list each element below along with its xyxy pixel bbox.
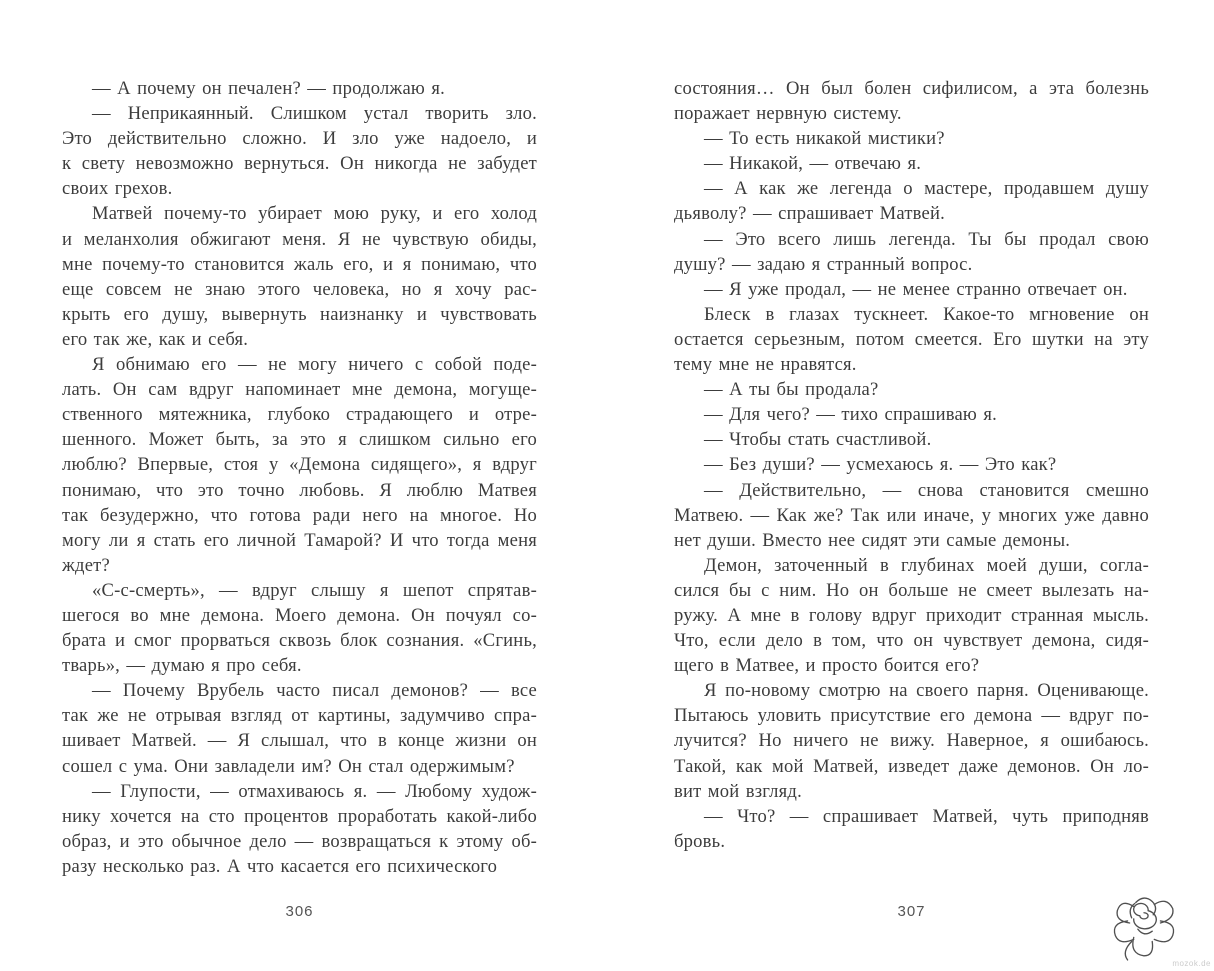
site-watermark: mozok.de [1172, 959, 1211, 968]
text-line: — Я уже продал, — не менее странно отвечает он. [704, 278, 1128, 300]
text-line: — Без души? — усмехаюсь я. — Это как? [704, 454, 1057, 476]
text-line: душу? — задаю я странный вопрос. [674, 253, 973, 275]
text-line: разу несколько раз. А что касается его психического [62, 855, 498, 877]
text-line: щего в Матвее, и просто боится его? [674, 655, 980, 677]
text-line: Матвей почему-то убирает мою руку, и его холод [92, 203, 537, 225]
text-line: ждет? [62, 554, 110, 576]
text-line: люблю? Впервые, стоя у «Демона сидящего», я вдруг [62, 454, 537, 476]
text-line: нет души. Вместо нее сидят эти самые демоны. [674, 529, 1071, 551]
text-line: ственного мятежника, глубоко страдающего и отре- [62, 404, 537, 426]
text-line: — Чтобы стать счастливой. [704, 429, 932, 451]
text-line: — Почему Врубель часто писал демонов? — все [92, 680, 537, 702]
text-line: Пытаюсь уловить присутствие его демона — вдруг по- [674, 705, 1149, 727]
text-line: так безудержно, что готова ради него на многое. Но [62, 504, 537, 526]
text-line: — Для чего? — тихо спрашиваю я. [704, 404, 997, 426]
text-line: Матвею. — Как же? Так или иначе, у многих уже давно [674, 504, 1149, 526]
text-line: понимаю, что это точно любовь. Я люблю Матвея [62, 479, 537, 501]
text-line: бровь. [674, 830, 726, 852]
text-line: сошел с ума. Они завладели им? Он стал одержимым? [62, 755, 515, 777]
text-line: шивает Матвей. — Я слышал, что в конце жизни он [62, 730, 537, 752]
text-line: — Неприкаянный. Слишком устал творить зло. [92, 103, 537, 125]
page-left-text [62, 76, 537, 879]
text-line: своих грехов. [62, 178, 173, 200]
text-line: лучится? Но ничего не вижу. Наверное, я ошибаюсь. [674, 730, 1149, 752]
text-line: Что, если дело в том, что он чувствует демона, сидя- [674, 630, 1149, 652]
text-line: — Что? — спрашивает Матвей, чуть приподняв [704, 805, 1149, 827]
text-line: Это действительно сложно. И зло уже надоело, и [62, 128, 537, 150]
rose-illustration-icon [1106, 884, 1182, 962]
text-line: тварь», — думаю я про себя. [62, 655, 302, 677]
text-line: — То есть никакой мистики? [704, 128, 945, 150]
text-line: Я обнимаю его — не могу ничего с собой поде- [92, 354, 537, 376]
text-line: остается серьезным, потом смеется. Его шутки на эту [674, 328, 1149, 350]
text-line: сился бы с ним. Но он больше не смеет вылезать на- [674, 579, 1149, 601]
text-line: «С-с-смерть», — вдруг слышу я шепот спрятав- [92, 579, 537, 601]
text-line: — Действительно, — снова становится смешно [704, 479, 1149, 501]
text-line: брата и смог прорваться сквозь блок сознания. «Сгинь, [62, 630, 537, 652]
text-line: ружу. А мне в голову вдруг приходит странная мысль. [674, 604, 1149, 626]
text-line: шенного. Может быть, за это я слишком сильно его [62, 429, 537, 451]
text-line: образ, и это обычное дело — возвращаться к этому об- [62, 830, 537, 852]
page-right-text [674, 76, 1149, 854]
text-line: нику хочется на сто процентов проработать какой-либо [62, 805, 537, 827]
text-line: к свету невозможно вернуться. Он никогда не забудет [62, 153, 537, 175]
text-line: вит мой взгляд. [674, 780, 802, 802]
text-line: его так же, как и себя. [62, 328, 249, 350]
text-line: еще совсем не знаю этого человека, но я хочу рас- [62, 278, 537, 300]
text-line: тему мне не нравятся. [674, 354, 857, 376]
text-line: шегося во мне демона. Моего демона. Он почуял со- [62, 604, 537, 626]
text-line: мне почему-то становится жаль его, и я понимаю, что [62, 253, 537, 275]
text-line: — А почему он печален? — продолжаю я. [92, 78, 445, 99]
text-line: Блеск в глазах тускнеет. Какое-то мгновение он [704, 303, 1149, 325]
text-line: крыть его душу, вывернуть наизнанку и чувствовать [62, 303, 537, 325]
text-line: — Глупости, — отмахиваюсь я. — Любому худож- [92, 780, 537, 802]
text-line: — А как же легенда о мастере, продавшем душу [704, 178, 1149, 200]
page-number-right: 307 [897, 903, 926, 920]
text-line: — А ты бы продала? [704, 379, 879, 401]
text-line: Такой, как мой Матвей, изведет даже демонов. Он ло- [674, 755, 1149, 777]
page-number-left: 306 [285, 903, 314, 920]
text-line: — Это всего лишь легенда. Ты бы продал свою [704, 228, 1149, 250]
text-line: и меланхолия обжигают меня. Я не чувствую обиды, [62, 228, 537, 250]
text-line: состояния… Он был болен сифилисом, а эта болезнь [674, 78, 1149, 99]
text-line: лать. Он сам вдруг напоминает мне демона, могуще- [62, 379, 537, 401]
text-line: Демон, заточенный в глубинах моей души, согла- [704, 554, 1149, 576]
text-line: так же не отрывая взгляд от картины, задумчиво спра- [62, 705, 537, 727]
text-line: поражает нервную систему. [674, 103, 902, 125]
text-line: — Никакой, — отвечаю я. [704, 153, 922, 175]
text-line: Я по-новому смотрю на своего парня. Оценивающе. [704, 680, 1149, 702]
text-line: могу ли я стать его личной Тамарой? И что тогда меня [62, 529, 537, 551]
text-line: дьяволу? — спрашивает Матвей. [674, 203, 946, 225]
